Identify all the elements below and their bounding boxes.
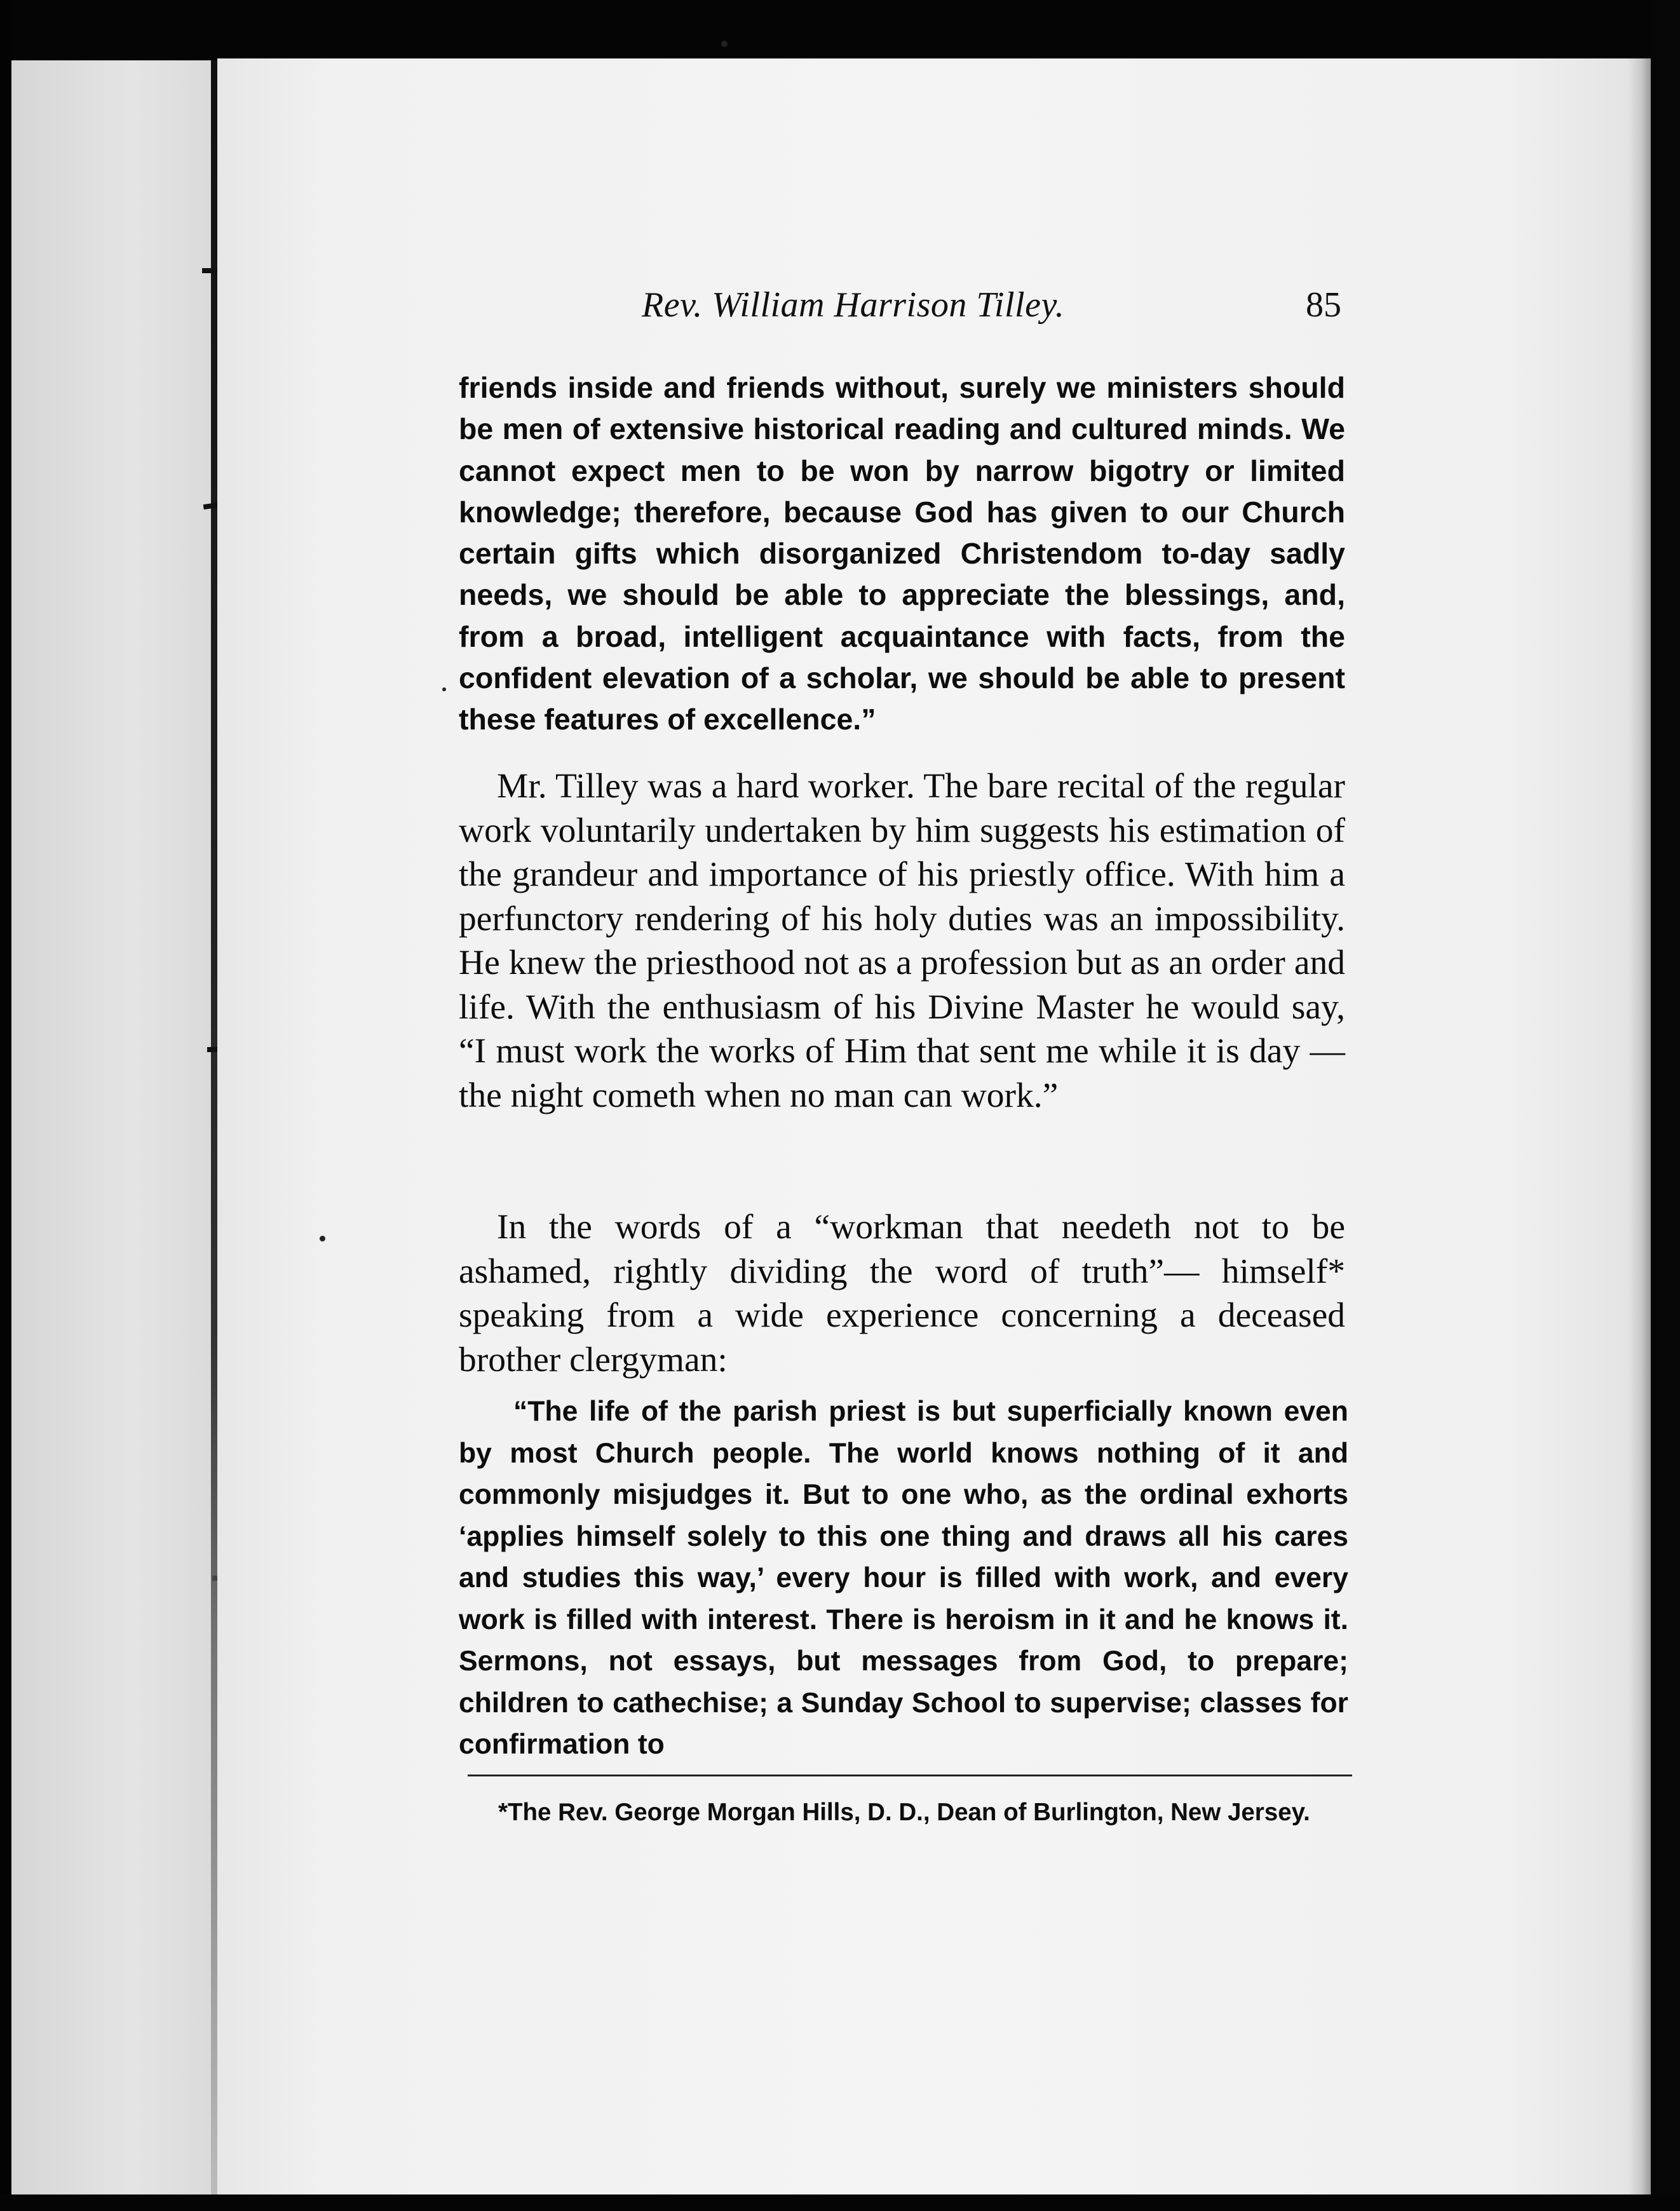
scan-border-right (1651, 0, 1680, 2211)
scan-border-left (0, 0, 11, 2211)
body-paragraph: In the words of a “workman that needeth not to be ashamed, rightly dividing the word of truth”— himself* speaking from a wide experience concerning a deceased brother clergyman: (459, 1208, 1345, 1379)
footnote: *The Rev. George Morgan Hills, D. D., Dean of Burlington, New Jersey. (498, 1799, 1310, 1826)
scan-speck (320, 1236, 325, 1241)
scan-speck (721, 41, 728, 47)
scan-border-top (0, 0, 1680, 64)
scan-border-bottom (0, 2194, 1680, 2211)
page-edge-shadow (1627, 58, 1651, 2194)
facing-page-margin (11, 60, 215, 2194)
body-paragraph: friends inside and friends without, surely we ministers should be men of extensive historical reading and cultured minds. We cannot expect men to be won by narrow bigotry or limited knowledge; therefore, because God has given to our Church certain gifts which disorganized Christendom to-day sadly needs, we should be able to appreciate the blessings, and, from a broad, intelligent acquaintance with facts, from the confident elevation of a scholar, we should be able to present these features of excellence.” (459, 371, 1345, 736)
running-title: Rev. William Harrison Tilley. (642, 285, 1065, 325)
body-paragraph: Mr. Tilley was a hard worker. The bare recital of the regular work voluntarily undertaken by him suggests his estimation of the grandeur and importance of his priestly office. With him a perfunctory rendering of his holy duties was an impossibility. He knew the priesthood not as a profession but as an order and life. With the enthusiasm of his Divine Master he would say, “I must work the works of Him that sent me while it is day — the night cometh when no man can work.” (459, 767, 1345, 1115)
page-number: 85 (1306, 285, 1341, 325)
block-quote: “The life of the parish priest is but superficially known even by most Church people. The world knows nothing of it and commonly misjudges it. But to one who, as the ordinal exhorts ‘applies himself solely to this one thing and draws all his cares and studies this way,’ every hour is filled with work, and every work is filled with interest. There is heroism in it and he knows it. Sermons, not essays, but messages from God, to prepare; children to cathechise; a Sunday School to supervise; classes for confirmation to (459, 1396, 1348, 1760)
footnote-rule (468, 1775, 1352, 1776)
scan-speck (442, 687, 446, 691)
binding-gutter (211, 60, 217, 2194)
